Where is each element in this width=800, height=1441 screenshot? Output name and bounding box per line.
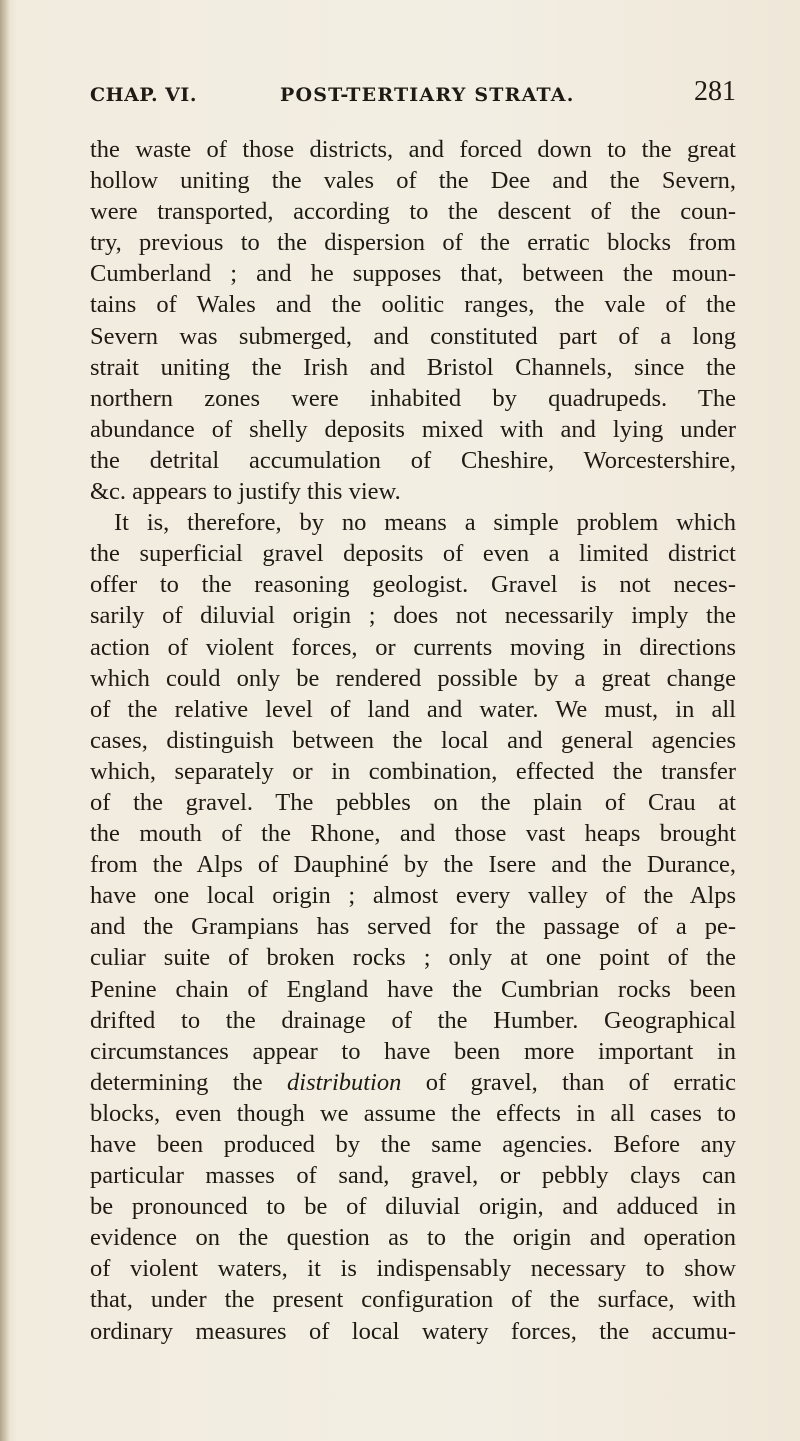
- text-line: were transported, according to the descent of the coun-: [90, 198, 736, 226]
- text-line: tains of Wales and the oolitic ranges, the vale of the: [90, 291, 736, 319]
- text-line: culiar suite of broken rocks ; only at one point of the: [90, 944, 736, 972]
- text-line: sarily of diluvial origin ; does not necessarily imply the: [90, 602, 736, 630]
- text-line: &c. appears to justify this view.: [90, 478, 401, 506]
- text-line: northern zones were inhabited by quadrupeds. The: [90, 384, 736, 412]
- text-line: ordinary measures of local watery forces, the accumu-: [90, 1317, 736, 1345]
- text-line: evidence on the question as to the origin and operation: [90, 1224, 736, 1252]
- text-line: that, under the present configuration of the surface, with: [90, 1286, 736, 1314]
- text-segment: determining the: [90, 1068, 288, 1096]
- text-line: the detrital accumulation of Cheshire, Worcestershire,: [90, 446, 736, 474]
- text-line-with-italic: [90, 1067, 736, 1098]
- text-line: have been produced by the same agencies. Before any: [90, 1131, 736, 1158]
- text-line: circumstances appear to have been more important in: [90, 1037, 736, 1065]
- text-line: cases, distinguish between the local and general agencies: [90, 726, 736, 754]
- text-line: the waste of those districts, and forced down to the great: [90, 136, 736, 163]
- text-line: try, previous to the dispersion of the erratic blocks from: [90, 229, 736, 257]
- text-line: and the Grampians has served for the passage of a pe-: [90, 913, 736, 941]
- text-line: of the relative level of land and water. We must, in all: [90, 695, 736, 723]
- binding-shadow: [0, 0, 10, 1441]
- body-text: [90, 134, 736, 1347]
- text-line: Cumberland ; and he supposes that, between the moun-: [90, 260, 736, 288]
- text-line: It is, therefore, by no means a simple problem which: [114, 509, 736, 537]
- text-line: hollow uniting the vales of the Dee and the Severn,: [90, 167, 736, 195]
- page-number: 281: [694, 76, 736, 107]
- text-line: from the Alps of Dauphiné by the Isere and the Durance,: [90, 851, 736, 879]
- text-line: the mouth of the Rhone, and those vast heaps brought: [90, 820, 736, 848]
- text-line: strait uniting the Irish and Bristol Channels, since the: [90, 353, 736, 381]
- running-header: [90, 74, 736, 114]
- text-line: abundance of shelly deposits mixed with and lying under: [90, 415, 736, 443]
- running-title: POST-TERTIARY STRATA.: [280, 84, 575, 106]
- text-line: which, separately or in combination, effected the transfer: [90, 757, 736, 785]
- text-segment: of gravel, than of erratic: [401, 1068, 736, 1096]
- text-line: of violent waters, it is indispensably necessary to show: [90, 1255, 736, 1283]
- chapter-label: CHAP. VI.: [90, 84, 197, 106]
- text-line: blocks, even though we assume the effects in all cases to: [90, 1099, 736, 1127]
- text-line: particular masses of sand, gravel, or pebbly clays can: [90, 1162, 736, 1190]
- text-line: have one local origin ; almost every valley of the Alps: [90, 882, 736, 910]
- italic-term: distribution: [287, 1068, 402, 1096]
- text-line: the superficial gravel deposits of even a limited district: [90, 540, 736, 568]
- text-line: Penine chain of England have the Cumbrian rocks been: [90, 975, 736, 1003]
- text-line: offer to the reasoning geologist. Gravel is not neces-: [90, 571, 736, 599]
- text-line: which could only be rendered possible by a great change: [90, 664, 736, 692]
- text-line: drifted to the drainage of the Humber. Geographical: [90, 1006, 736, 1034]
- text-line: action of violent forces, or currents moving in directions: [90, 633, 736, 661]
- text-line: be pronounced to be of diluvial origin, and adduced in: [90, 1193, 736, 1221]
- text-line: Severn was submerged, and constituted part of a long: [90, 322, 736, 350]
- text-line: of the gravel. The pebbles on the plain of Crau at: [90, 788, 736, 816]
